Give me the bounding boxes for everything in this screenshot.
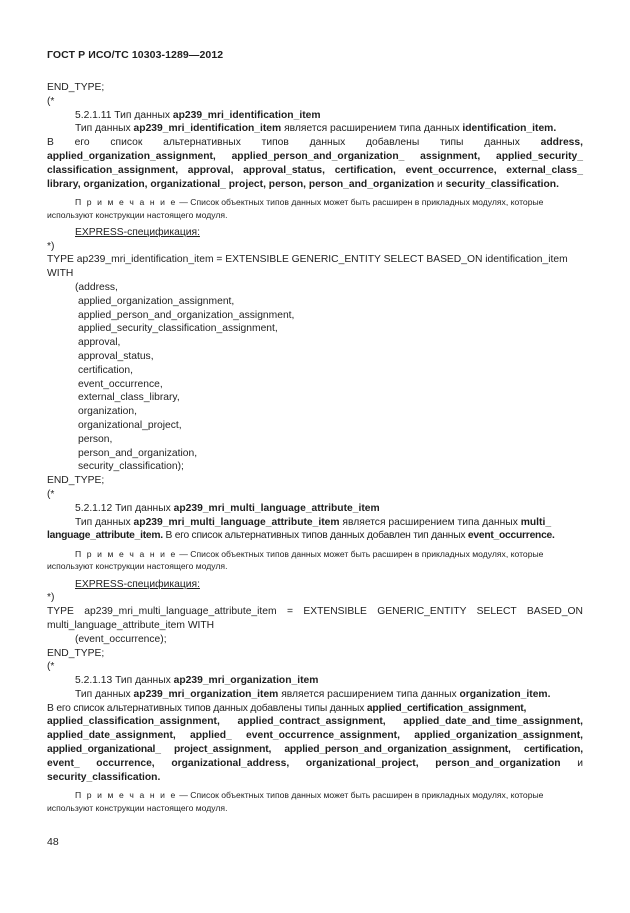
list-item: (event_occurrence); [75, 633, 167, 645]
list-item: person_and_organization, [78, 447, 198, 459]
list-item: organizational_project, [78, 419, 182, 431]
section-heading-5-2-1-13: 5.2.1.13 Тип данных ap239_mri_organization_item [75, 675, 319, 687]
paragraph-line: security_classification. [47, 771, 161, 783]
note-label: П р и м е ч а н и е [75, 549, 177, 560]
paragraph-line: library, organization, organizational_ project, person, person_and_organization и security_classification. [47, 178, 559, 190]
paragraph-line: language_attribute_item. В его список альтернативных типов данных добавлен тип данных event_occurrence. [47, 530, 555, 542]
list-item: applied_security_classification_assignment, [78, 323, 278, 335]
paragraph-line: applied_organizational_ project_assignment, applied_person_and_organization_assignment, certification, [47, 744, 583, 756]
note-label: П р и м е ч а н и е [75, 197, 177, 208]
paragraph-line: applied_classification_assignment, applied_contract_assignment, applied_date_and_time_assignment, [47, 716, 583, 728]
paragraph-line: Тип данных ap239_mri_organization_item является расширением типа данных organization_item. [75, 688, 551, 700]
list-item: applied_person_and_organization_assignment, [78, 309, 295, 321]
paragraph-line: Тип данных ap239_mri_identification_item является расширением типа данных identification_item. [75, 123, 557, 135]
paragraph-line: classification_assignment, approval, approval_status, certification, event_occurrence, external_class_ [47, 164, 583, 176]
document-body [47, 81, 583, 814]
page-number: 48 [47, 836, 59, 848]
list-item: organization, [78, 406, 137, 418]
paragraph-line: applied_organization_assignment, applied_person_and_organization_ assignment, applied_security_ [47, 150, 583, 162]
end-type-line: END_TYPE; [47, 82, 105, 93]
list-item: event_occurrence, [78, 378, 163, 390]
type-declaration: multi_language_attribute_item WITH [47, 619, 215, 631]
comment-open: (* [47, 661, 55, 673]
express-spec-label: EXPRESS-спецификация: [75, 578, 200, 590]
list-item: approval_status, [78, 350, 154, 362]
note-block: П р и м е ч а н и е — Список объектных типов данных может быть расширен в прикладных модулях, которые используют конструкции настоящего модуля. [47, 549, 544, 572]
note-label: П р и м е ч а н и е [75, 790, 177, 801]
comment-close: *) [47, 592, 55, 604]
note-block: П р и м е ч а н и е — Список объектных типов данных может быть расширен в прикладных модулях, которые используют конструкции настоящего модуля. [47, 197, 544, 220]
paragraph-line: В его список альтернативных типов данных добавлены типы данных applied_certification_assignment, [47, 702, 527, 714]
note-block: П р и м е ч а н и е — Список объектных типов данных может быть расширен в прикладных модулях, которые используют конструкции настоящего модуля. [47, 790, 544, 813]
running-header: ГОСТ Р ИСО/ТС 10303-1289—2012 [47, 49, 224, 61]
comment-open: (* [47, 488, 55, 500]
type-declaration: WITH [47, 268, 74, 280]
section-heading-5-2-1-11: 5.2.1.11 Тип данных ap239_mri_identification_item [75, 109, 321, 121]
express-spec-label: EXPRESS-спецификация: [75, 226, 200, 238]
list-item: applied_organization_assignment, [78, 295, 235, 307]
document-page [47, 0, 583, 913]
select-list [47, 281, 583, 474]
list-item: external_class_library, [78, 392, 180, 404]
section-heading-5-2-1-12: 5.2.1.12 Тип данных ap239_mri_multi_language_attribute_item [75, 502, 380, 514]
type-declaration: TYPE ap239_mri_identification_item = EXTENSIBLE GENERIC_ENTITY SELECT BASED_ON identification_item [47, 254, 568, 266]
comment-close: *) [47, 240, 55, 252]
end-type-line: END_TYPE; [47, 475, 105, 487]
paragraph-line: Тип данных ap239_mri_multi_language_attribute_item является расширением типа данных multi_ [75, 516, 552, 528]
paragraph-line: applied_date_assignment, applied_ event_occurrence_assignment, applied_organization_assignment, [47, 730, 583, 742]
list-item: security_classification); [78, 461, 184, 473]
paragraph-line: В его список альтернативных типов данных добавлены типы данных address, [47, 137, 583, 149]
list-item: person, [78, 433, 113, 445]
end-type-line: END_TYPE; [47, 647, 105, 659]
paragraph-line: event_ occurrence, organizational_address, organizational_project, person_and_organization и [47, 757, 583, 769]
list-item: certification, [78, 364, 133, 376]
list-item: approval, [78, 337, 121, 349]
type-declaration: TYPE ap239_mri_multi_language_attribute_item = EXTENSIBLE GENERIC_ENTITY SELECT BASED_ON [47, 606, 583, 618]
comment-open: (* [47, 95, 55, 107]
list-item: (address, [75, 281, 118, 293]
